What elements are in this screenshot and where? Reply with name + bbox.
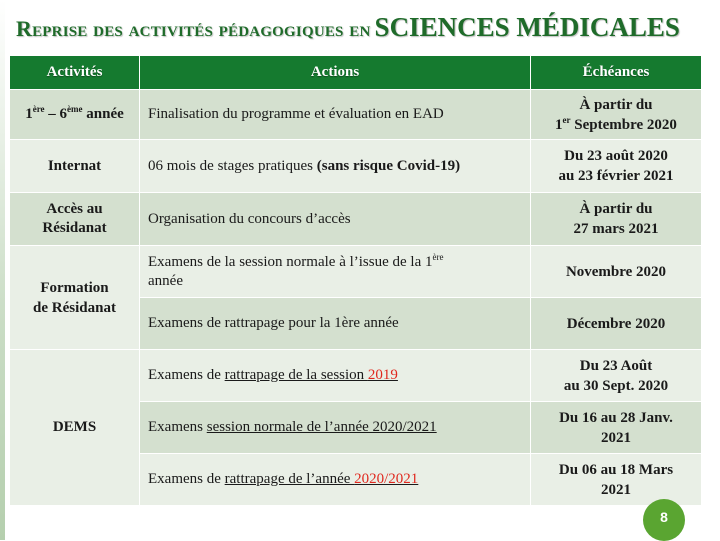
deadline-text: 2021 <box>601 429 631 446</box>
deadline-text: 2021 <box>601 481 631 498</box>
activity-cell: Internat <box>10 140 140 193</box>
table-row <box>10 90 702 140</box>
deadline-text: À partir du <box>579 96 653 113</box>
action-text: Examens de <box>148 471 225 487</box>
action-text: Finalisation du programme et évaluation en EAD <box>148 106 444 122</box>
action-cell <box>140 193 531 246</box>
underlined-text: session normale de l’année 2020/2021 <box>206 419 437 435</box>
action-cell <box>140 402 531 454</box>
deadline-cell: Décembre 2020 <box>531 298 702 350</box>
deadline-cell <box>531 193 702 246</box>
superscript: ère <box>32 104 45 114</box>
title-part-1: Reprise des activités pédagogiques en <box>16 16 371 41</box>
activity-cell <box>10 193 140 246</box>
table-header-row <box>10 56 702 90</box>
header-activities: Activités <box>10 56 140 90</box>
red-year-text: 2020/2021 <box>354 471 419 487</box>
action-cell <box>140 140 531 193</box>
page-number-badge: 8 <box>643 499 685 541</box>
activity-cell: DEMS <box>10 350 140 506</box>
title-part-2: SCIENCES MÉDICALES <box>374 12 680 42</box>
deadline-text: au 23 février 2021 <box>558 168 674 184</box>
action-cell <box>140 298 531 350</box>
action-text: Examens de <box>148 367 225 383</box>
activity-cell <box>10 246 140 350</box>
left-decorative-rule <box>0 0 5 540</box>
activity-text: année <box>82 106 124 122</box>
deadline-cell: Novembre 2020 <box>531 246 702 298</box>
deadline-text: Septembre 2020 <box>570 116 677 133</box>
action-text: année <box>148 272 183 289</box>
deadline-text: 27 mars 2021 <box>573 221 659 237</box>
action-cell <box>140 454 531 506</box>
deadline-text: 1 <box>555 116 563 133</box>
activity-text: 1 <box>25 106 33 122</box>
activity-text: de Résidanat <box>33 299 116 316</box>
underlined-part: rattrapage de l’année <box>224 471 355 487</box>
deadline-text: À partir du <box>579 201 653 217</box>
activity-cell <box>10 90 140 140</box>
table-row <box>10 350 702 402</box>
slide-title <box>16 12 706 46</box>
superscript: ème <box>67 104 83 114</box>
header-actions: Actions <box>140 56 531 90</box>
action-text: Organisation du concours d’accès <box>148 210 351 227</box>
table-row <box>10 193 702 246</box>
red-year-text: 2019 <box>367 367 398 383</box>
deadline-text: Du 16 au 28 Janv. <box>559 409 673 426</box>
table-row <box>10 246 702 298</box>
activities-table <box>9 55 702 506</box>
action-cell <box>140 90 531 140</box>
underlined-part: rattrapage de la session <box>224 367 368 383</box>
action-cell <box>140 350 531 402</box>
superscript: ère <box>432 251 444 262</box>
action-text: 06 mois de stages pratiques <box>148 157 317 174</box>
table-row <box>10 140 702 193</box>
deadline-cell <box>531 350 702 402</box>
activity-text: – 6 <box>44 106 68 122</box>
header-deadlines: Échéances <box>531 56 702 90</box>
deadline-cell <box>531 90 702 140</box>
deadline-text: au 30 Sept. 2020 <box>563 377 669 394</box>
deadline-text: Du 06 au 18 Mars <box>558 461 674 478</box>
activity-text: Résidanat <box>42 220 107 236</box>
activity-text: Formation <box>40 279 109 296</box>
activity-text: Accès au <box>46 201 103 217</box>
action-cell <box>140 246 531 298</box>
deadline-text: Du 23 août 2020 <box>564 148 668 164</box>
deadline-cell <box>531 402 702 454</box>
action-text: Examens <box>148 419 207 435</box>
deadline-cell <box>531 140 702 193</box>
action-text: Examens de rattrapage pour la 1ère année <box>148 315 399 331</box>
action-text: Examens de la session normale à l’issue de la 1 <box>148 253 433 270</box>
superscript: er <box>562 114 571 125</box>
deadline-cell <box>531 454 702 506</box>
underlined-text <box>225 471 419 487</box>
action-bold-text: (sans risque Covid-19) <box>316 157 461 174</box>
deadline-text: Du 23 Août <box>579 357 653 374</box>
underlined-text <box>225 367 398 383</box>
